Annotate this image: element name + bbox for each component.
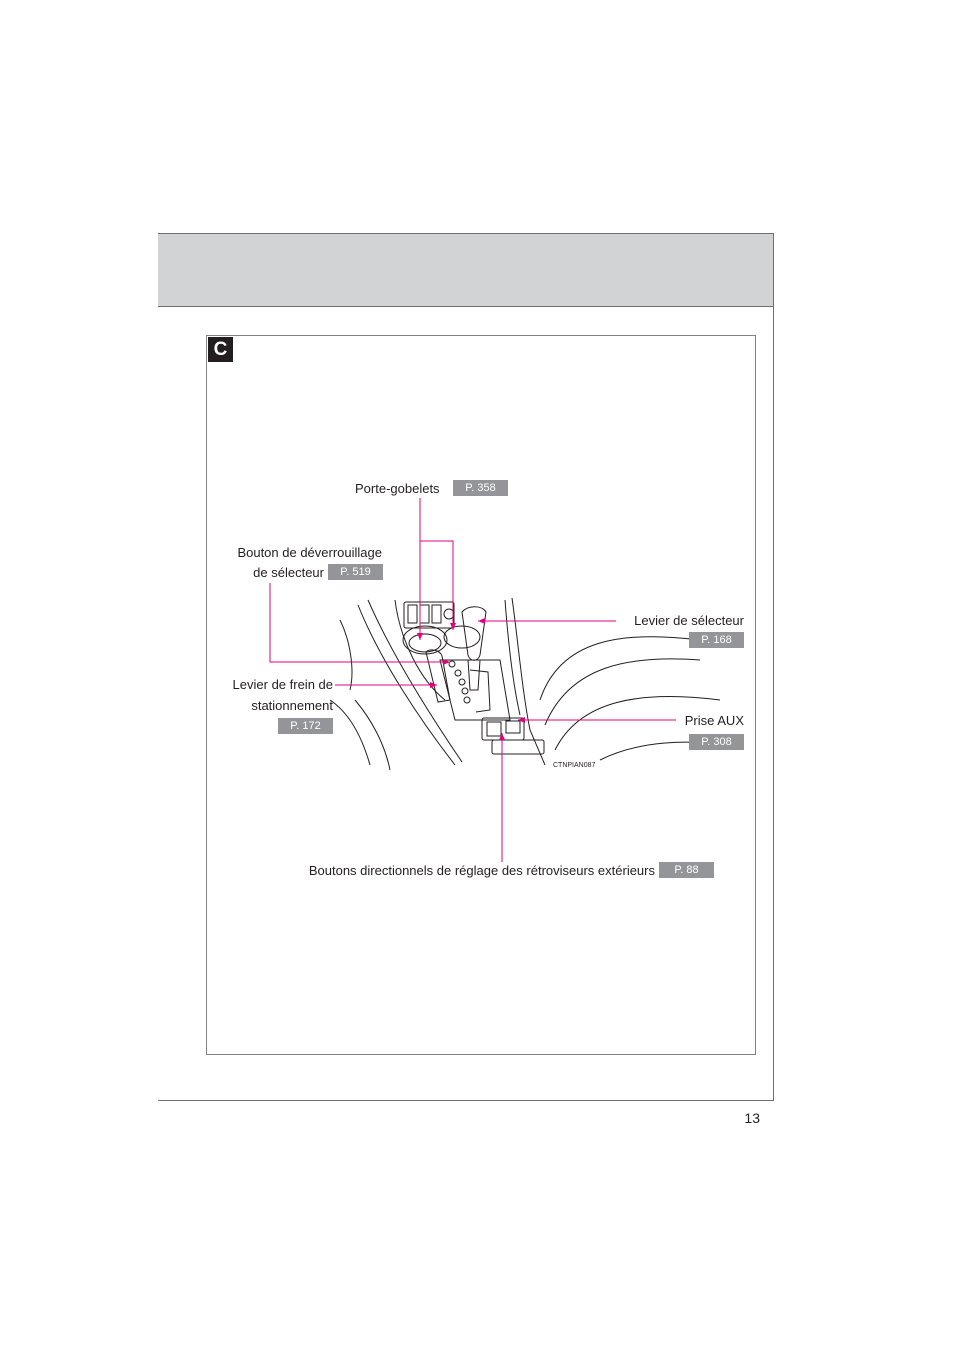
label-prise-aux: Prise AUX — [684, 713, 744, 728]
section-badge: C — [208, 337, 233, 362]
label-bouton-deverrouillage-line1: Bouton de déverrouillage — [237, 545, 382, 560]
label-levier-frein-line2: stationnement — [251, 698, 333, 713]
pageref-bouton-deverrouillage: P. 519 — [328, 564, 383, 580]
label-bouton-deverrouillage-line2: de sélecteur — [253, 565, 324, 580]
pageref-porte-gobelets: P. 358 — [453, 480, 508, 496]
pageref-boutons-retroviseurs: P. 88 — [659, 862, 714, 878]
label-boutons-retroviseurs: Boutons directionnels de réglage des rétroviseurs extérieurs — [308, 863, 655, 878]
pageref-prise-aux: P. 308 — [689, 734, 744, 750]
leader-porte-gobelets-b — [420, 541, 453, 630]
label-levier-frein-line1: Levier de frein de — [232, 677, 333, 692]
illustration-code: CTNPIAN087 — [553, 762, 596, 769]
page-number: 13 — [744, 1110, 760, 1126]
label-porte-gobelets: Porte-gobelets — [355, 481, 440, 496]
pageref-levier-frein: P. 172 — [278, 718, 333, 734]
pageref-levier-selecteur: P. 168 — [689, 632, 744, 648]
label-levier-selecteur: Levier de sélecteur — [634, 613, 744, 628]
